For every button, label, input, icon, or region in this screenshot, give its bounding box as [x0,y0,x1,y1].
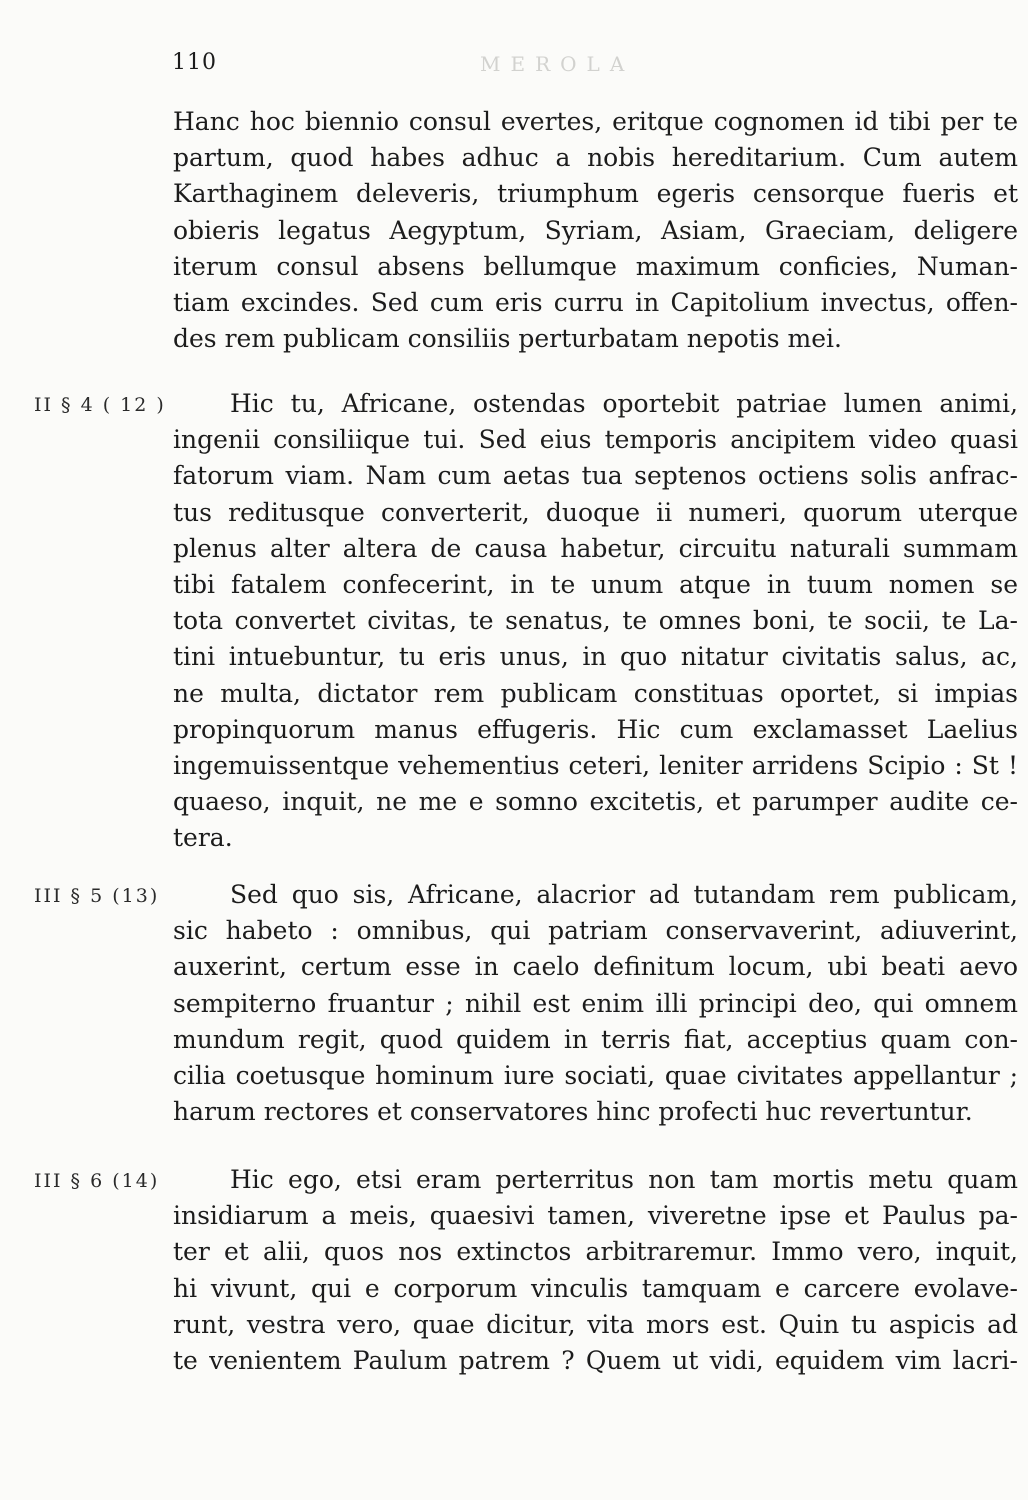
text-line: Hic ego, etsi eram perterritus non tam mortis metu quam [230,1165,1018,1194]
text-line: partum, quod habes adhuc a nobis hereditarium. Cum autem [173,143,1018,173]
text-line: hi vivunt, qui e corporum vinculis tamquam e carcere evolave- [173,1273,1018,1303]
text-line: Sed quo sis, Africane, alacrior ad tutandam rem publicam, [230,880,1018,909]
text-line: tiam excindes. Sed cum eris curru in Capitolium invectus, offen- [173,287,1018,317]
text-line: ingenii consiliique tui. Sed eius temporis ancipitem video quasi [173,425,1018,455]
text-line: iterum consul absens bellumque maximum conficies, Numan- [173,251,1018,281]
text-line: quaeso, inquit, ne me e somno excitetis, et parumper audite ce- [173,787,1018,817]
text-line: auxerint, certum esse in caelo definitum locum, ubi beati aevo [173,952,1018,982]
text-line: tota convertet civitas, te senatus, te omnes boni, te socii, te La- [173,606,1018,636]
text-line: runt, vestra vero, quae dicitur, vita mors est. Quin tu aspicis ad [173,1309,1018,1339]
section-marker: III § 6 (14) [34,1170,160,1192]
paragraph-lines [173,1162,1018,1379]
text-line: Karthaginem deleveris, triumphum egeris censorque fueris et [173,179,1018,209]
text-line: te venientem Paulum patrem ? Quem ut vidi, equidem vim lacri- [173,1345,1018,1375]
text-line: ne multa, dictator rem publicam constituas oportet, si impias [173,678,1018,708]
text-line: tera. [173,823,233,853]
text-line: sempiterno fruantur ; nihil est enim illi principi deo, qui omnem [173,988,1018,1018]
section-marker: III § 5 (13) [34,885,160,907]
text-line: Hic tu, Africane, ostendas oportebit patriae lumen animi, [230,389,1018,418]
text-line: sic habeto : omnibus, qui patriam conservaverint, adiuverint, [173,916,1018,946]
section-marker: II § 4 ( 12 ) [34,394,166,416]
page-number: 110 [172,50,217,75]
text-line: obieris legatus Aegyptum, Syriam, Asiam, Graeciam, deligere [173,215,1018,245]
paragraph-lines [173,877,1018,1130]
text-line: harum rectores et conservatores hinc profecti huc revertuntur. [173,1097,973,1127]
text-line: des rem publicam consiliis perturbatam nepotis mei. [173,324,842,354]
text-line: plenus alter altera de causa habetur, circuitu naturali summam [173,533,1018,563]
text-line: cilia coetusque hominum iure sociati, quae civitates appellantur ; [173,1060,1018,1090]
text-line: tus reditusque converterit, duoque ii numeri, quorum uterque [173,497,1018,527]
text-line: tibi fatalem confecerint, in te unum atque in tuum nomen se [173,569,1018,599]
paragraph-lines [173,104,1018,357]
text-line: tini intuebuntur, tu eris unus, in quo nitatur civitatis salus, ac, [173,642,1018,672]
text-line: propinquorum manus effugeris. Hic cum exclamasset Laelius [173,714,1018,744]
text-line: fatorum viam. Nam cum aetas tua septenos octiens solis anfrac- [173,461,1018,491]
text-line: mundum regit, quod quidem in terris fiat, acceptius quam con- [173,1024,1018,1054]
text-line: Hanc hoc biennio consul evertes, eritque cognomen id tibi per te [173,107,1018,136]
running-head: MEROLA [480,52,635,76]
text-line: ter et alii, quos nos extinctos arbitraremur. Immo vero, inquit, [173,1237,1018,1267]
text-line: insidiarum a meis, quaesivi tamen, viveretne ipse et Paulus pa- [173,1201,1018,1231]
paragraph-lines [173,386,1018,856]
text-line: ingemuissentque vehementius ceteri, leniter arridens Scipio : St ! [173,750,1018,780]
